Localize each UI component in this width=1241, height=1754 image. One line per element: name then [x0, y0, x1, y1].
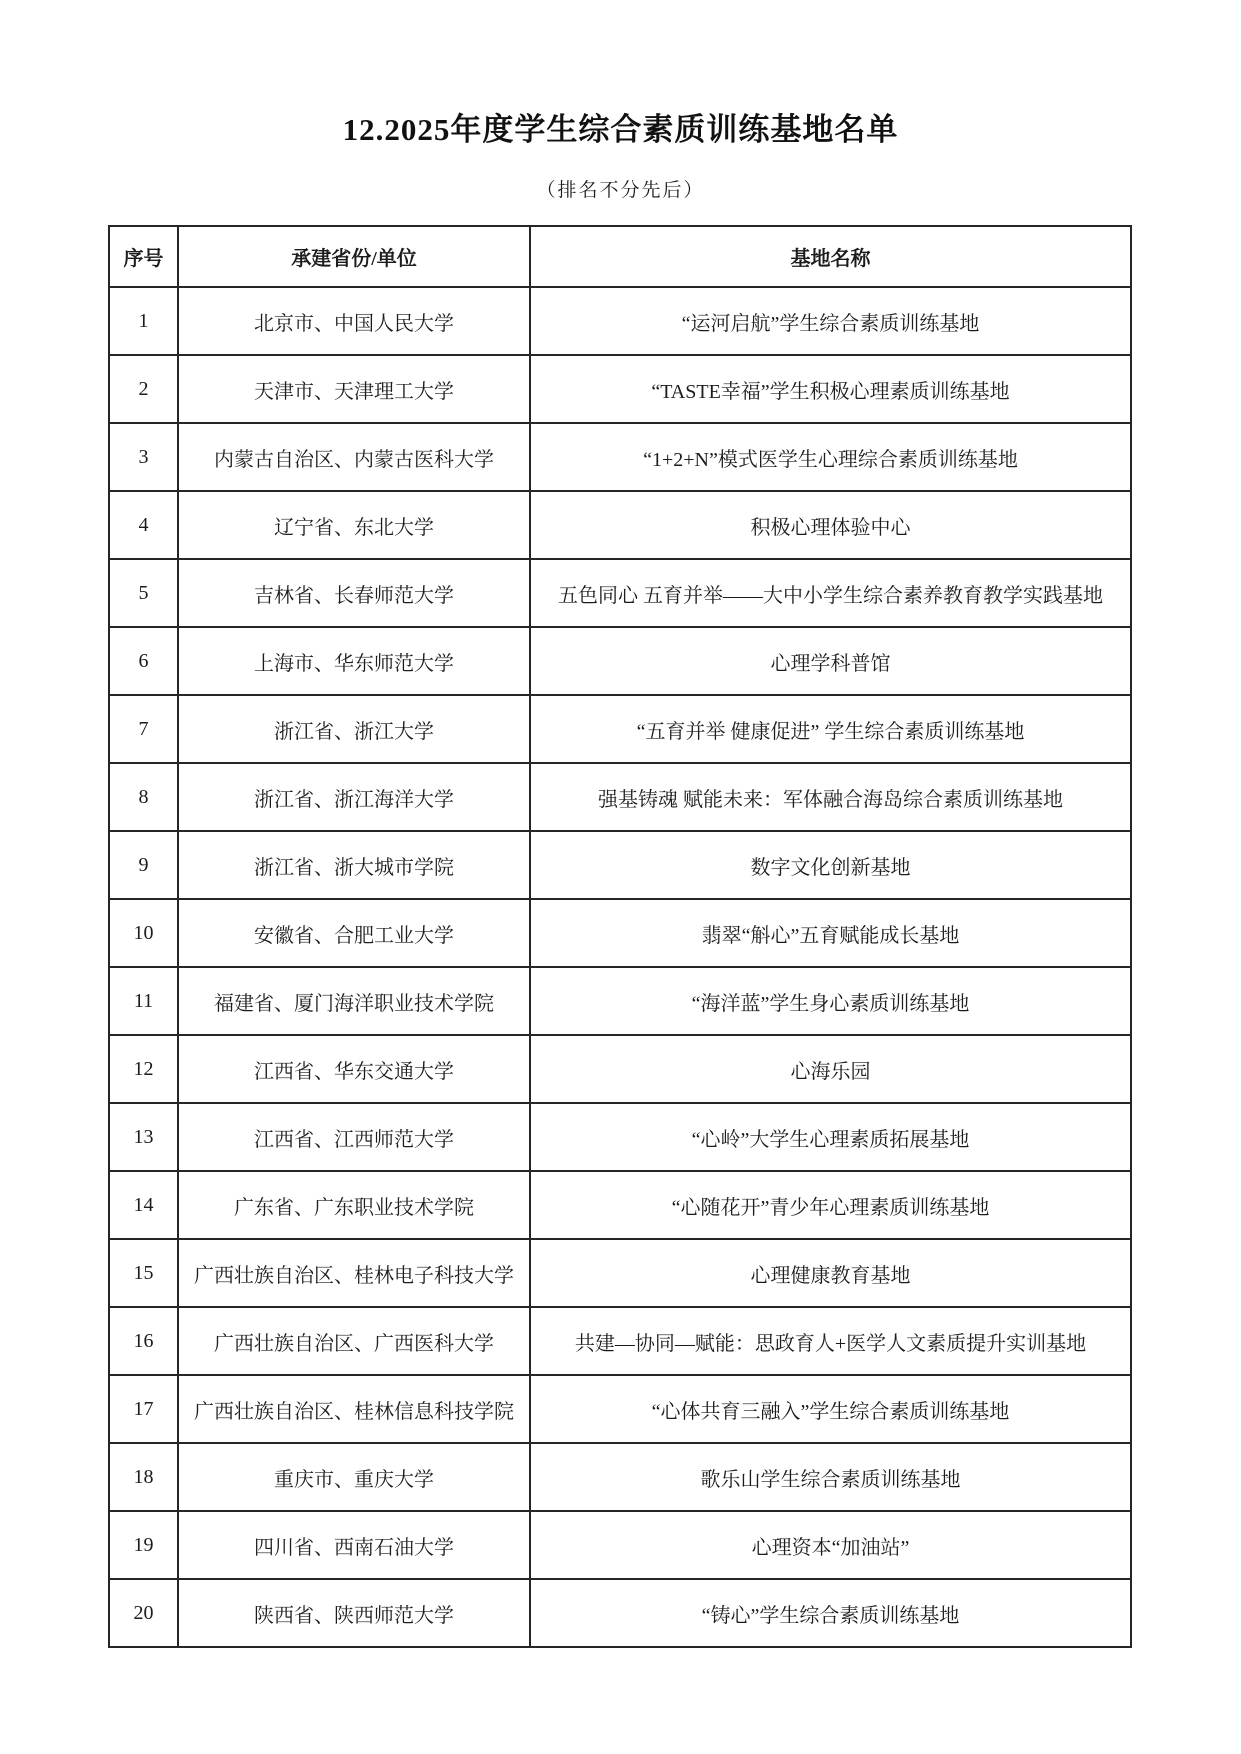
base-name-cell: 心理健康教育基地: [530, 1239, 1131, 1307]
row-number-cell: 4: [109, 491, 178, 559]
row-number-cell: 10: [109, 899, 178, 967]
table-row: [109, 1171, 1131, 1239]
base-name-cell: “运河启航”学生综合素质训练基地: [530, 287, 1131, 355]
row-number-cell: 3: [109, 423, 178, 491]
table-row: [109, 1035, 1131, 1103]
base-name-cell: “TASTE幸福”学生积极心理素质训练基地: [530, 355, 1131, 423]
row-number-cell: 17: [109, 1375, 178, 1443]
table-row: [109, 355, 1131, 423]
table-row: [109, 627, 1131, 695]
table-row: [109, 1443, 1131, 1511]
row-number-cell: 6: [109, 627, 178, 695]
base-name-cell: 翡翠“斛心”五育赋能成长基地: [530, 899, 1131, 967]
base-name-cell: 心理资本“加油站”: [530, 1511, 1131, 1579]
row-number-cell: 16: [109, 1307, 178, 1375]
base-name-cell: 强基铸魂 赋能未来：军体融合海岛综合素质训练基地: [530, 763, 1131, 831]
table-row: [109, 967, 1131, 1035]
table-row: [109, 287, 1131, 355]
base-name-cell: 共建—协同—赋能：思政育人+医学人文素质提升实训基地: [530, 1307, 1131, 1375]
unit-cell: 浙江省、浙大城市学院: [178, 831, 530, 899]
unit-cell: 江西省、华东交通大学: [178, 1035, 530, 1103]
row-number-cell: 7: [109, 695, 178, 763]
table-row: [109, 491, 1131, 559]
row-number-cell: 11: [109, 967, 178, 1035]
unit-cell: 陕西省、陕西师范大学: [178, 1579, 530, 1647]
row-number-cell: 9: [109, 831, 178, 899]
row-number-cell: 13: [109, 1103, 178, 1171]
row-number-cell: 12: [109, 1035, 178, 1103]
page-title: 12.2025年度学生综合素质训练基地名单: [342, 112, 899, 147]
base-name-cell: 心海乐园: [530, 1035, 1131, 1103]
table-header-row: [109, 226, 1131, 287]
base-name-cell: “海洋蓝”学生身心素质训练基地: [530, 967, 1131, 1035]
row-number-cell: 15: [109, 1239, 178, 1307]
base-name-cell: “1+2+N”模式医学生心理综合素质训练基地: [530, 423, 1131, 491]
table-row: [109, 1579, 1131, 1647]
unit-cell: 浙江省、浙江大学: [178, 695, 530, 763]
base-name-cell: “铸心”学生综合素质训练基地: [530, 1579, 1131, 1647]
row-number-cell: 8: [109, 763, 178, 831]
col-header-no: 序号: [109, 226, 178, 287]
base-name-cell: 数字文化创新基地: [530, 831, 1131, 899]
unit-cell: 江西省、江西师范大学: [178, 1103, 530, 1171]
base-list-table: [108, 225, 1132, 1648]
row-number-cell: 14: [109, 1171, 178, 1239]
table-row: [109, 1239, 1131, 1307]
unit-cell: 上海市、华东师范大学: [178, 627, 530, 695]
table-row: [109, 695, 1131, 763]
unit-cell: 天津市、天津理工大学: [178, 355, 530, 423]
table-row: [109, 1375, 1131, 1443]
row-number-cell: 5: [109, 559, 178, 627]
table-row: [109, 1103, 1131, 1171]
row-number-cell: 18: [109, 1443, 178, 1511]
unit-cell: 北京市、中国人民大学: [178, 287, 530, 355]
table-row: [109, 831, 1131, 899]
table-body: [109, 287, 1131, 1647]
page-subtitle: （排名不分先后）: [536, 180, 705, 201]
table-row: [109, 423, 1131, 491]
unit-cell: 重庆市、重庆大学: [178, 1443, 530, 1511]
unit-cell: 辽宁省、东北大学: [178, 491, 530, 559]
row-number-cell: 1: [109, 287, 178, 355]
unit-cell: 内蒙古自治区、内蒙古医科大学: [178, 423, 530, 491]
col-header-base-name: 基地名称: [530, 226, 1131, 287]
unit-cell: 吉林省、长春师范大学: [178, 559, 530, 627]
unit-cell: 浙江省、浙江海洋大学: [178, 763, 530, 831]
unit-cell: 安徽省、合肥工业大学: [178, 899, 530, 967]
table-row: [109, 763, 1131, 831]
table-row: [109, 559, 1131, 627]
base-name-cell: “五育并举 健康促进” 学生综合素质训练基地: [530, 695, 1131, 763]
row-number-cell: 2: [109, 355, 178, 423]
table-header: [109, 226, 1131, 287]
base-name-cell: 五色同心 五育并举——大中小学生综合素养教育教学实践基地: [530, 559, 1131, 627]
base-name-cell: “心随花开”青少年心理素质训练基地: [530, 1171, 1131, 1239]
base-name-cell: 积极心理体验中心: [530, 491, 1131, 559]
unit-cell: 四川省、西南石油大学: [178, 1511, 530, 1579]
row-number-cell: 19: [109, 1511, 178, 1579]
base-name-cell: 歌乐山学生综合素质训练基地: [530, 1443, 1131, 1511]
unit-cell: 广西壮族自治区、广西医科大学: [178, 1307, 530, 1375]
col-header-unit: 承建省份/单位: [178, 226, 530, 287]
table-row: [109, 899, 1131, 967]
base-name-cell: “心体共育三融入”学生综合素质训练基地: [530, 1375, 1131, 1443]
unit-cell: 广西壮族自治区、桂林电子科技大学: [178, 1239, 530, 1307]
table-row: [109, 1511, 1131, 1579]
row-number-cell: 20: [109, 1579, 178, 1647]
base-name-cell: “心岭”大学生心理素质拓展基地: [530, 1103, 1131, 1171]
unit-cell: 福建省、厦门海洋职业技术学院: [178, 967, 530, 1035]
base-name-cell: 心理学科普馆: [530, 627, 1131, 695]
table-row: [109, 1307, 1131, 1375]
unit-cell: 广西壮族自治区、桂林信息科技学院: [178, 1375, 530, 1443]
unit-cell: 广东省、广东职业技术学院: [178, 1171, 530, 1239]
